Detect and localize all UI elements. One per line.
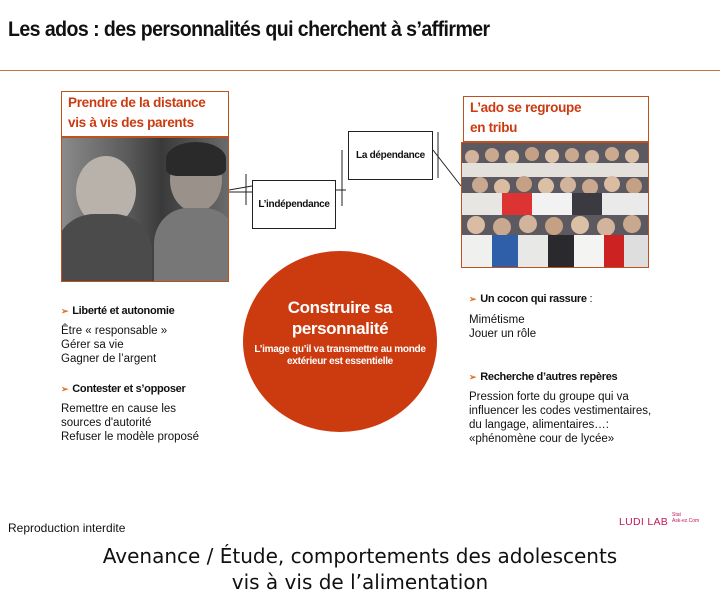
cocoon-list (469, 313, 536, 341)
independance-box: L’indépendance (252, 180, 336, 229)
list-item: «phénomène cour de lycée» (469, 433, 615, 445)
page-title: Les ados : des personnalités qui cherchent à s’affirmer (8, 18, 490, 41)
crowd-illustration (462, 143, 649, 268)
brand-site-line2: Ask-ez.Com (672, 518, 700, 524)
freedom-heading-text: Liberté et autonomie (72, 305, 175, 317)
contest-list (61, 402, 199, 444)
caption-line2: vis à vis de l’alimentation (231, 570, 489, 594)
brand-logo: LUDI LAB (619, 516, 669, 528)
circle-title-line2: personnalité (291, 319, 389, 338)
slide-caption (0, 543, 720, 595)
contest-heading (61, 383, 185, 395)
cocoon-heading-text: Un cocon qui rassure (480, 293, 587, 305)
brand-site-line1: Stat (672, 512, 681, 518)
arrow-bullet-icon: ➢ (469, 372, 477, 382)
tribe-box (463, 96, 649, 142)
circle-title-line1: Construire sa (287, 298, 393, 317)
caption-line1: Avenance / Étude, comportements des adolescents (102, 544, 618, 568)
teen-cap (166, 142, 226, 176)
circle-title (243, 297, 437, 339)
parent-body (61, 214, 152, 282)
landmarks-heading-text: Recherche d’autres repères (480, 371, 618, 383)
list-item: du langage, alimentaires…: (469, 419, 609, 431)
arrow-bullet-icon: ➢ (61, 306, 69, 316)
list-item: sources d'autorité (61, 417, 152, 429)
list-item: Gérer sa vie (61, 339, 124, 351)
tribe-line1: L’ado se regroupe (470, 100, 582, 115)
dependance-box: La dépendance (348, 131, 433, 180)
circle-subtitle: L’image qu’il va transmettre au monde extérieur est essentielle (254, 344, 426, 367)
freedom-list (61, 324, 167, 366)
copyright-notice: Reproduction interdite (8, 521, 126, 535)
crowd-photo (461, 142, 649, 268)
freedom-heading (61, 305, 174, 317)
list-item: Mimétisme (469, 314, 525, 326)
arrow-bullet-icon: ➢ (61, 384, 69, 394)
list-item: Refuser le modèle proposé (61, 431, 200, 443)
cocoon-heading-suffix: : (586, 293, 593, 305)
list-item: Remettre en cause les (61, 403, 177, 415)
parents-distance-line2: vis à vis des parents (68, 115, 194, 130)
brand-site (672, 512, 699, 524)
parents-distance-line1: Prendre de la distance (68, 95, 206, 110)
personality-circle (243, 251, 437, 432)
list-item: Gagner de l’argent (61, 353, 157, 365)
landmarks-heading (469, 371, 617, 383)
tribe-line2: en tribu (470, 120, 518, 135)
list-item: influencer les codes vestimentaires, (469, 405, 652, 417)
parents-distance-box (61, 91, 229, 137)
landmarks-list (469, 390, 651, 446)
parent-teen-photo (61, 137, 229, 282)
teen-body (154, 208, 229, 282)
list-item: Pression forte du groupe qui va (469, 391, 629, 403)
contest-heading-text: Contester et s’opposer (72, 383, 186, 395)
cocoon-heading (469, 293, 592, 305)
title-divider (0, 70, 720, 71)
list-item: Être « responsable » (61, 325, 168, 337)
list-item: Jouer un rôle (469, 328, 537, 340)
arrow-bullet-icon: ➢ (469, 294, 477, 304)
